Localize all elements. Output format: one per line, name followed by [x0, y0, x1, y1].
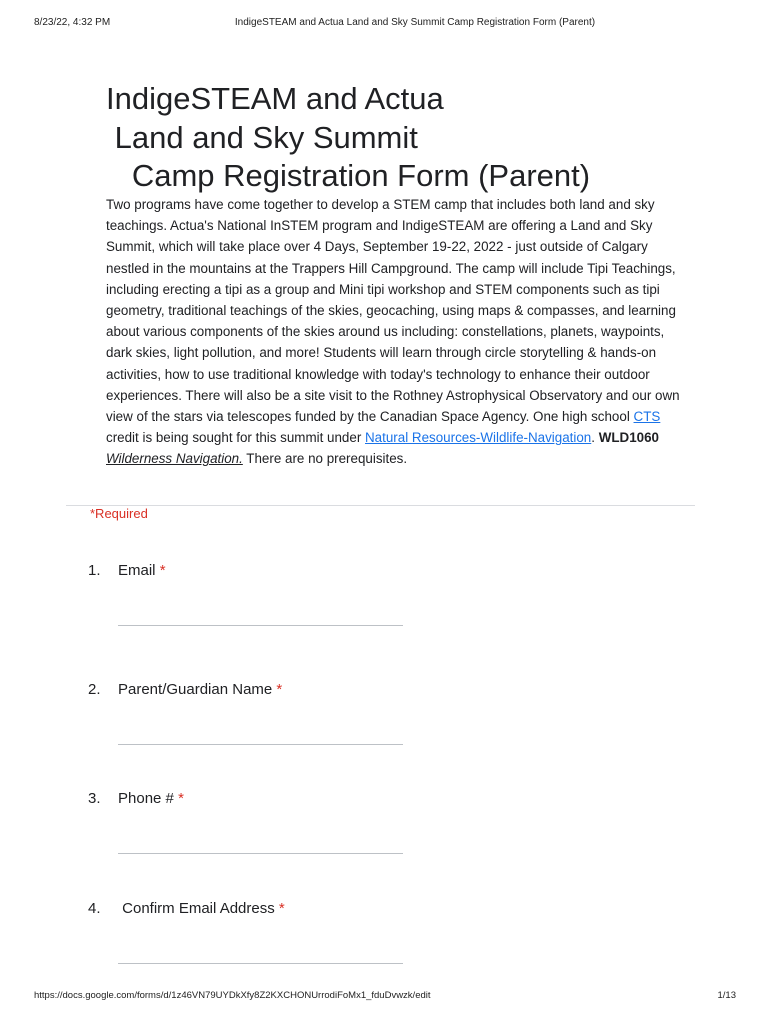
question-parent-guardian-name	[88, 681, 282, 698]
question-label: Parent/Guardian Name	[118, 681, 273, 698]
parent-guardian-name-input[interactable]	[118, 744, 403, 745]
required-star: *	[278, 900, 285, 917]
header-divider	[66, 505, 695, 506]
course-name: Wilderness Navigation.	[106, 451, 243, 467]
form-title-line-2: Land and Sky Summit	[106, 119, 418, 155]
required-star: *	[178, 790, 184, 807]
natural-resources-link[interactable]: Natural Resources-Wildlife-Navigation	[365, 430, 592, 446]
page-number: 1/13	[717, 990, 736, 1001]
question-label: Phone #	[118, 790, 174, 807]
print-date: 8/23/22, 4:32 PM	[34, 17, 111, 28]
required-star: *	[159, 562, 166, 579]
phone-input[interactable]	[118, 853, 403, 854]
required-star: *	[276, 681, 283, 698]
email-input[interactable]	[118, 625, 403, 626]
description-text-2: credit is being sought for this summit under	[106, 430, 366, 446]
question-number: 1.	[88, 562, 101, 579]
question-number: 4.	[88, 900, 101, 917]
description-text-4: There are no prerequisites.	[242, 451, 408, 467]
cts-link[interactable]: CTS	[633, 409, 661, 425]
description-text-1: Two programs have come together to develop a STEM camp that includes both land and sky teachings. Actua's National InSTEM program and IndigeSTEAM are offering a Land and Sky Summit, which will take place over 4 Days, September 19-22, 2022 - just outside of Calgary nestled in the mountains at the Trappers Hill Campground. The camp will include Tipi Teachings, including erecting a tipi as a group and Mini tipi workshop and STEM components such as tipi geometry, traditional teachings of the skies, geocaching, using maps & compasses, and learning about various components of the skies around us including: constellations, planets, waypoints, dark skies, light pollution, and more! Students will learn through circle storytelling & hands-on activities, how to use traditional knowledge with today's technology to enhance their outdoor experiences. There will also be a site visit to the Rothney Astrophysical Observatory and our own view of the stars via telescopes funded by the Canadian Space Agency. One high school	[106, 197, 680, 425]
question-number: 2.	[88, 681, 101, 698]
question-label: Confirm Email Address	[118, 900, 275, 917]
question-phone	[88, 790, 184, 807]
form-title-line-1: IndigeSTEAM and Actua	[106, 81, 444, 116]
print-document-title: IndigeSTEAM and Actua Land and Sky Summit Camp Registration Form (Parent)	[234, 17, 596, 28]
print-footer	[34, 990, 736, 1004]
required-note: *Required	[90, 506, 148, 521]
confirm-email-input[interactable]	[118, 963, 403, 964]
print-header	[34, 17, 736, 33]
form-title	[106, 80, 590, 196]
question-number: 3.	[88, 790, 101, 807]
course-code: WLD1060	[598, 430, 659, 446]
print-url: https://docs.google.com/forms/d/1z46VN79UYDkXfy8Z2KXCHONUrrodiFoMx1_fduDvwzk/edit	[34, 990, 431, 1001]
question-email	[88, 562, 166, 579]
question-confirm-email	[88, 900, 285, 917]
description-text-3: .	[591, 430, 599, 446]
question-label: Email	[118, 562, 156, 579]
form-title-line-3: Camp Registration Form (Parent)	[106, 158, 591, 193]
form-description	[106, 194, 680, 470]
